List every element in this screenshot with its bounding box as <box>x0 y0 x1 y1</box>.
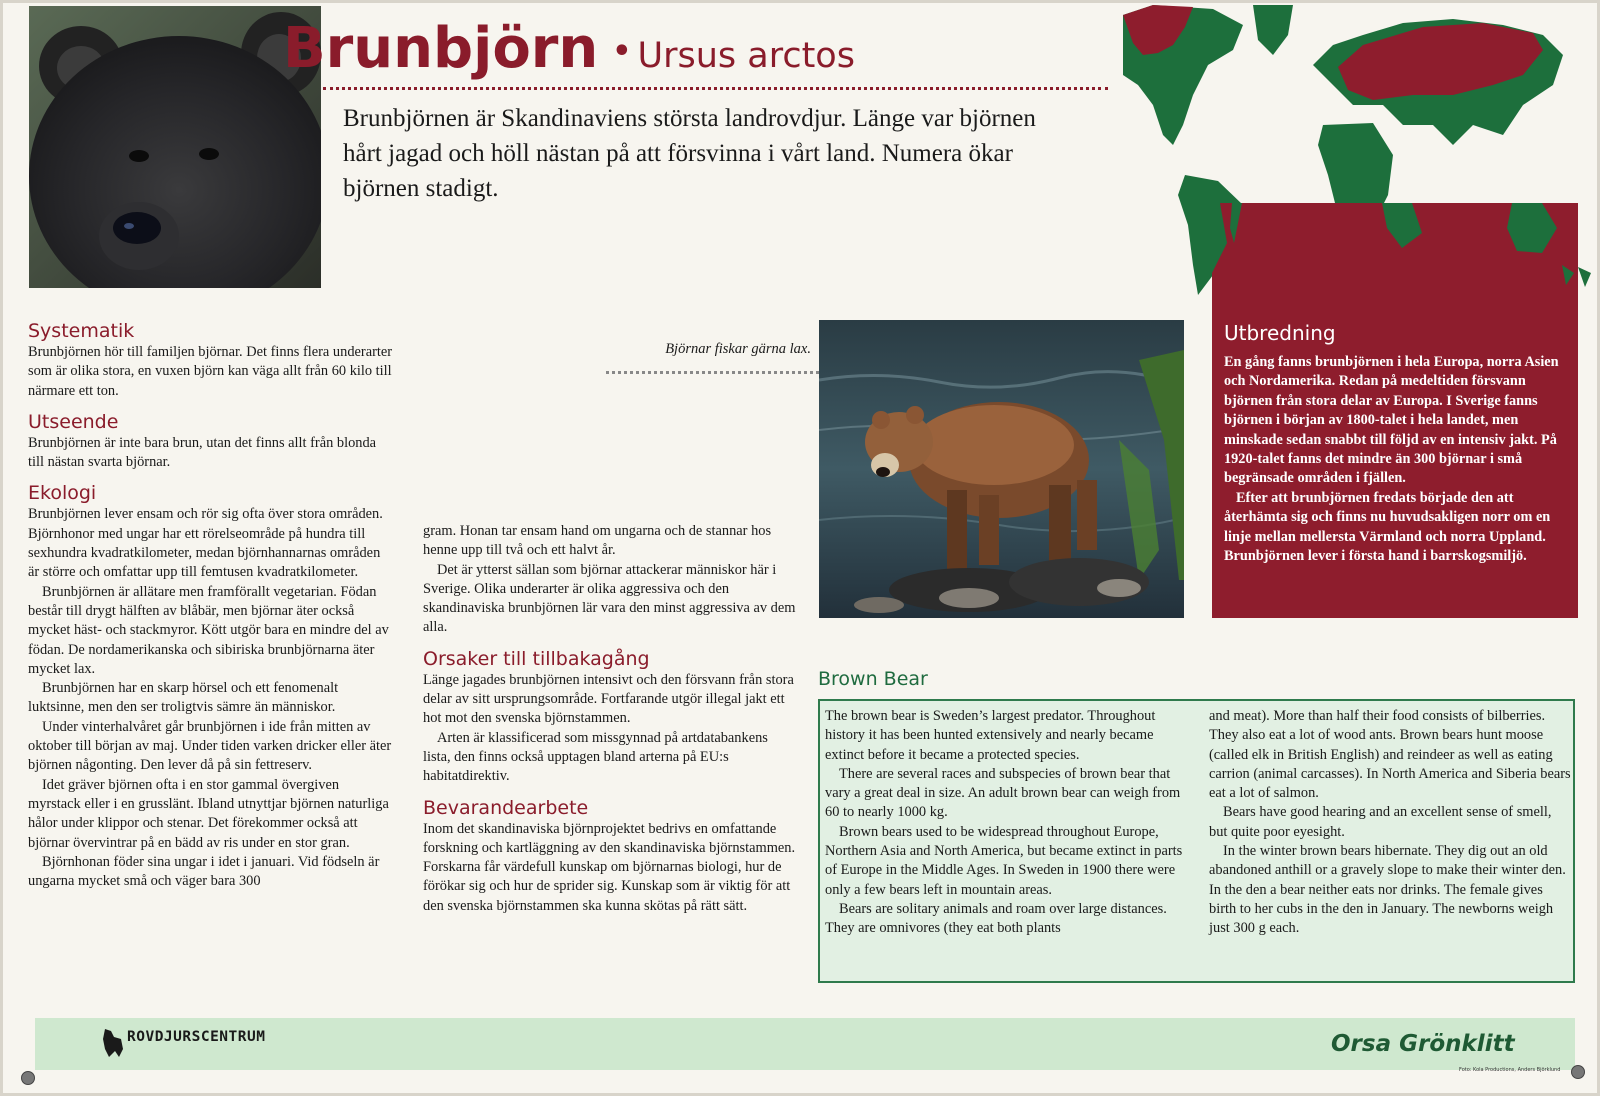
bear-logo-icon <box>101 1027 125 1059</box>
paragraph: gram. Honan tar ensam hand om ungarna och de stannar hos henne upp till två och ett halvt år. <box>423 523 772 559</box>
heading-utseende: Utseende <box>28 410 119 433</box>
paragraph: Bears are solitary animals and roam over large distances. They are omnivores (they eat both plants <box>825 900 1167 937</box>
photo-credit: Foto: Kola Productions, Anders Björklund <box>1459 1067 1561 1073</box>
paragraph: Brunbjörnen har en skarp hörsel och ett fenomenalt luktsinne, men den ser troligtvis sämre än människor. <box>28 680 339 716</box>
photo-caption: Björnar fiskar gärna lax. <box>665 341 811 357</box>
heading-bevarande: Bevarandearbete <box>423 796 589 819</box>
paragraph: Det är ytterst sällan som björnar attackerar människor här i Sverige. Olika underarter är olika aggressiva och den skandinaviska brunbjörnen lär vara den minst aggressiva av dem alla. <box>423 561 796 636</box>
orsa-gronklitt-logo: Orsa Grönklitt <box>1331 1031 1515 1057</box>
paragraph: In the winter brown bears hibernate. They dig out an old abandoned anthill or a gravely slope to make their winter den. In the den a bear neither eats nor drinks. The female gives birth to her cubs in the den in January. The newborns weigh just 300 g each. <box>1209 843 1566 937</box>
distribution-heading: Utbredning <box>1224 321 1336 345</box>
ekologi-text <box>28 505 393 891</box>
rovdjurscentrum-logo: ROVDJURSCENTRUM <box>127 1029 266 1045</box>
column-left <box>28 319 393 891</box>
paragraph: Brunbjörnen hör till familjen björnar. Det finns flera underarter som är olika stora, en vuxen björn kan väga allt från 60 kilo till närmare ett ton. <box>28 344 393 399</box>
bear-portrait-photo <box>29 6 321 288</box>
paragraph: Idet gräver björnen ofta i en stor gammal övergiven myrstack eller i en grusslänt. Ibland utnyttjar björnen naturliga hålor under klippor och stenar. Det förekommer också att björnar övervintrar på en bädd av ris under en stor gran. <box>28 776 389 851</box>
heading-systematik: Systematik <box>28 320 135 342</box>
distribution-text <box>1224 353 1571 566</box>
paragraph: The brown bear is Sweden’s largest predator. Throughout history it has been hunted extensively and nearly became extinct before it became a protected species. <box>825 708 1156 763</box>
distribution-paragraph: En gång fanns brunbjörnen i hela Europa, norra Asien och Nordamerika. Redan på medeltiden försvann björnen från stora delar av Europa. I Sverige fanns björnen i början av 1800-talet i hela landet, men minskade sedan snabbt till följd av en intensiv jakt. På 1920-talet fanns det mindre än 300 björnar i små begränsade områden i fjällen. <box>1224 354 1559 487</box>
english-column-right <box>1209 707 1571 939</box>
paragraph: Bears have good hearing and an excellent sense of smell, but quite poor eyesight. <box>1209 804 1552 840</box>
systematik-text <box>28 343 393 401</box>
column-middle <box>423 522 798 916</box>
bevarande-text <box>423 820 798 916</box>
paragraph: Inom det skandinaviska björnprojektet bedrivs en omfattande forskning och kartläggning av den skandinaviska björnstammen. Forskarna får värdefull kunskap om björnarnas biologi, hur de förökar sig och hur de sprider sig. Kunskap som är viktig för att den svenska björnstammen ska kunna skötas på rätt sätt. <box>423 820 796 914</box>
heading-brown-bear: Brown Bear <box>818 668 928 690</box>
paragraph: Brunbjörnen lever ensam och rör sig ofta över stora områden. Björnhonor med ungar har ett rörelseområde på hundra till sexhundra kvadratkilometer, medan björnhannarnas områden är större och omfattar upp till femtusen kvadratkilometer. <box>28 506 383 581</box>
title-latin-name: Ursus arctos <box>637 36 855 76</box>
fishing-bear-photo <box>819 320 1184 618</box>
paragraph: and meat). More than half their food consists of bilberries. They also eat a lot of wood ants. Brown bears hunt moose (called elk in British English) and reindeer as well as eating carrion (animal carcasses). In North America and Siberia bears eat a lot of salmon. <box>1209 708 1571 802</box>
utseende-text <box>28 434 393 473</box>
intro-text: Brunbjörnen är Skandinaviens största landrovdjur. Länge var björnen hårt jagad och höll nästan på att försvinna i vårt land. Numera ökar björnen stadigt. <box>343 105 1036 202</box>
title-separator: • <box>612 33 632 69</box>
map-overlap-shapes <box>1212 203 1578 303</box>
paragraph: Brown bears used to be widespread throughout Europe, Northern Asia and North America, but became extinct in parts of Europe in the Middle Ages. In Sweden in 1900 there were only a few bears left in mountain areas. <box>825 823 1183 898</box>
page-title <box>283 17 855 88</box>
paragraph: Arten är klassificerad som missgynnad på artdatabankens lista, den finns också upptagen bland arterna på EU:s habitatdirektiv. <box>423 729 768 785</box>
caption-divider <box>606 371 819 374</box>
english-column-left <box>825 707 1185 939</box>
paragraph: Björnhonan föder sina ungar i idet i januari. Vid födseln är ungarna mycket små och väger bara 300 <box>28 853 380 890</box>
title-divider <box>323 87 1108 90</box>
screw-icon <box>21 1071 35 1085</box>
paragraph: Brunbjörnen är inte bara brun, utan det finns allt från blonda till nästan svarta björnar. <box>28 434 377 471</box>
ekologi-continued-text <box>423 522 798 638</box>
paragraph: Under vinterhalvåret går brunbjörnen i ide från mitten av oktober till början av maj. Under tiden varken dricker eller äter björnen någonting. Den lever då på sin fettreserv. <box>28 718 392 774</box>
heading-ekologi: Ekologi <box>28 482 97 505</box>
title-common-name: Brunbjörn <box>283 16 599 81</box>
distribution-paragraph: Efter att brunbjörnen fredats började den att återhämta sig och finns nu huvudsakligen norr om en linje mellan mellersta Värmland och norra Uppland. Brunbjörnen lever i första hand i barrskogsmiljö. <box>1224 489 1551 565</box>
heading-orsaker: Orsaker till tillbakagång <box>423 647 650 670</box>
paragraph: Länge jagades brunbjörnen intensivt och den försvann från stora delar av sitt ursprungsområde. Fortfarande utgör illegal jakt ett hot mot den svenska björnstammen. <box>423 671 794 727</box>
orsaker-text <box>423 671 798 787</box>
paragraph: There are several races and subspecies of brown bear that vary a great deal in size. An adult brown bear can weigh from 60 to nearly 1000 kg. <box>825 765 1181 821</box>
screw-icon <box>1571 1065 1585 1079</box>
paragraph: Brunbjörnen är allätare men framförallt vegetarian. Födan består till drygt hälften av blåbär, men björnar äter också mycket häst- och stackmyror. Kött utgör bara en mindre del av födan. De nordamerikanska och sibiriska brunbjörnarna äter mycket lax. <box>28 583 389 677</box>
